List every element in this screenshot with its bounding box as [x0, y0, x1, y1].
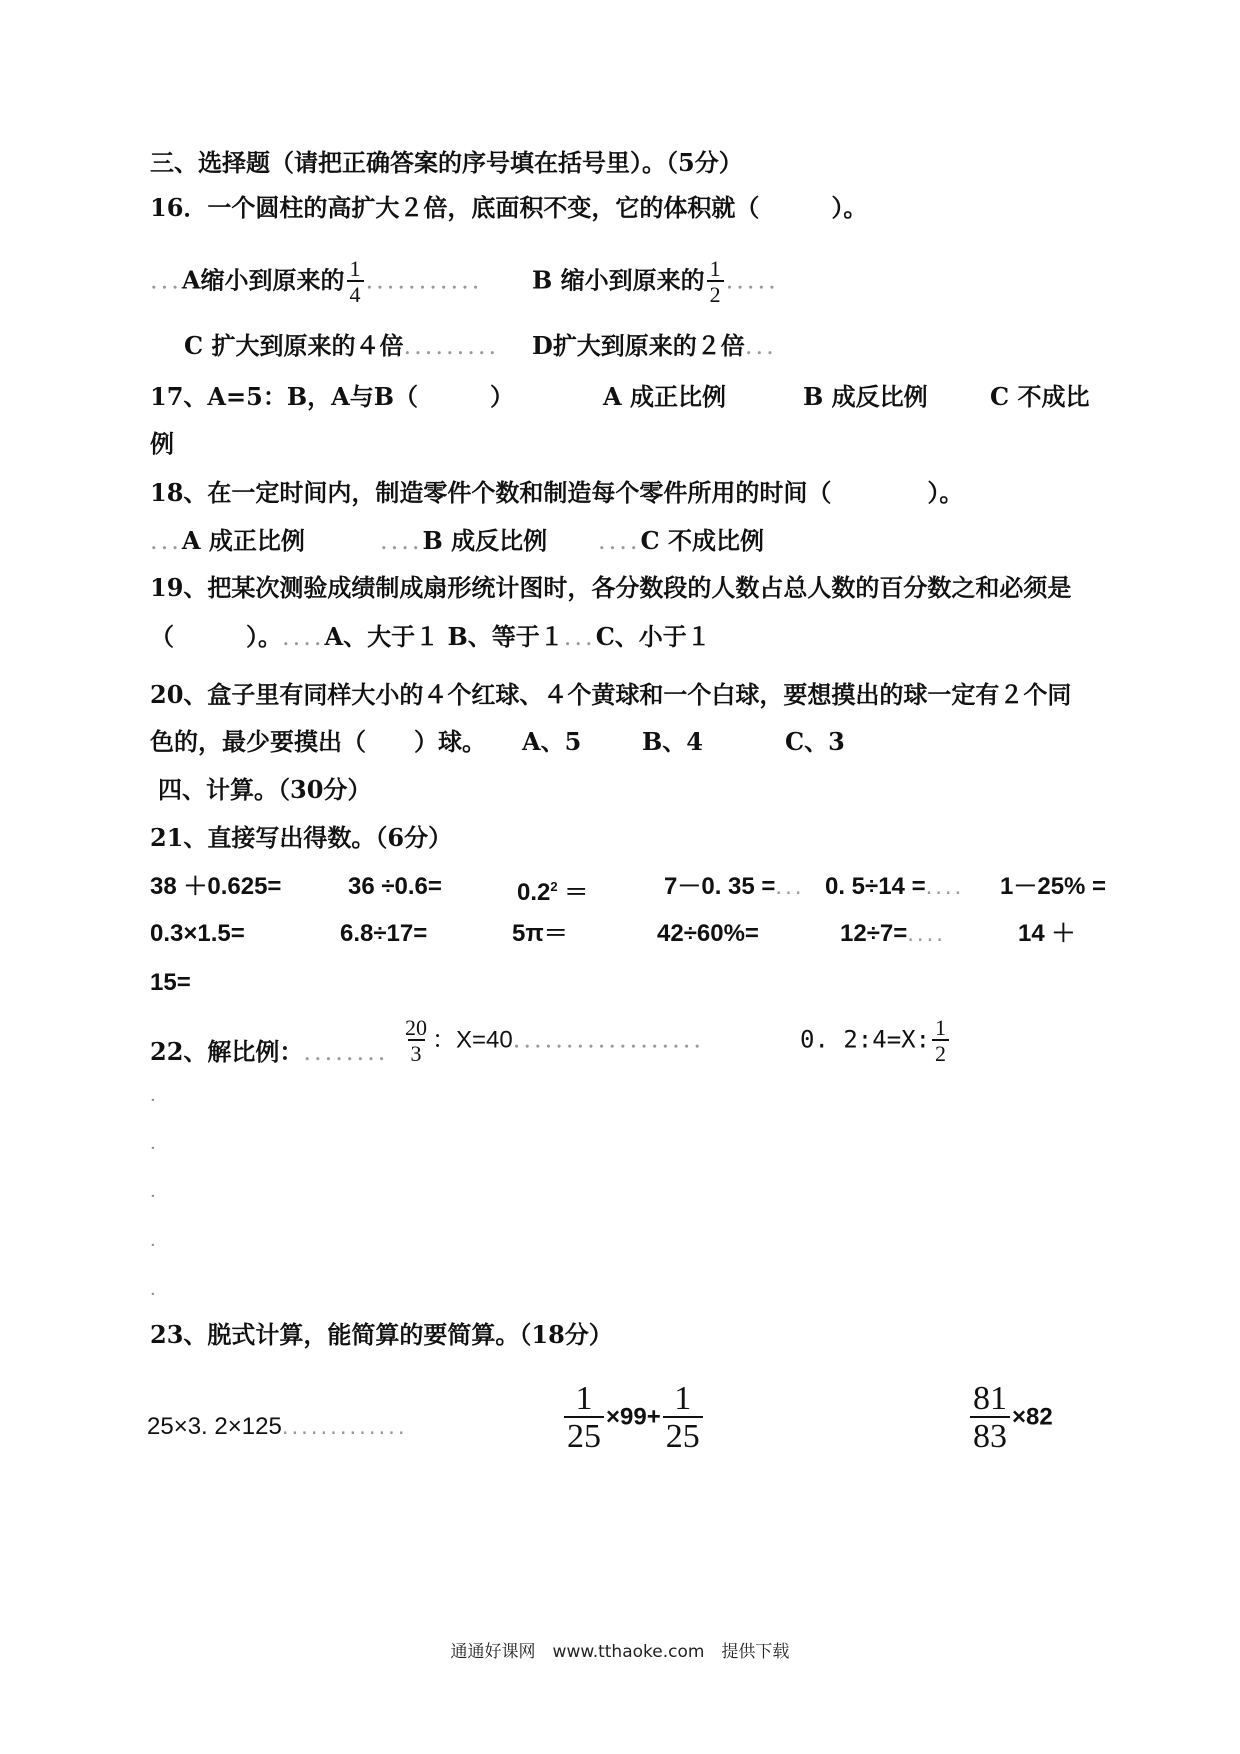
q23-expression-1: 25×3. 2×125.............	[147, 1413, 408, 1440]
q21-item-1: 38 ＋0.625=	[150, 873, 282, 900]
question-16-option-d: D扩大到原来的２倍...	[532, 331, 777, 360]
answer-space-mark: ·	[150, 1138, 156, 1159]
q21-item-12-wrap: 15=	[150, 969, 191, 996]
section-4-title: 四、计算。（30分）	[158, 775, 372, 804]
question-16-option-c: C 扩大到原来的４倍.........	[184, 331, 500, 360]
q23-expression-3: $\frac{81}{83}$ ×82	[968, 1382, 1053, 1454]
question-18-option-a: ...A 成正比例	[150, 526, 305, 555]
question-17-option-c: C 不成比	[990, 382, 1090, 411]
question-16-option-a: ...A缩小到原来的 $\frac{1}{4}$ ...........	[150, 256, 483, 307]
answer-space-mark: ·	[150, 1284, 156, 1305]
question-17-option-a: A 成正比例	[603, 382, 726, 411]
question-18-option-c: ....C 不成比例	[598, 526, 764, 555]
fraction-one-half-b: $\frac{1}{2}$	[932, 1017, 949, 1065]
question-16-stem: 16．一个圆柱的高扩大２倍，底面积不变，它的体积就（ ）。	[150, 193, 868, 222]
footer-source: 通通好课网 www.tthaoke.com 提供下载	[450, 1642, 790, 1662]
question-19-options: （ ）。....A、大于１ B、等于１...C、小于１	[150, 622, 711, 651]
question-17-wrap: 例	[150, 429, 174, 458]
question-18-stem: 18、在一定时间内，制造零件个数和制造每个零件所用的时间（ ）。	[150, 478, 964, 507]
q22-equation-2: 0. 2:4=X: $\frac{1}{2}$	[800, 1017, 951, 1065]
section-3-title: 三、选择题（请把正确答案的序号填在括号里）。（5分）	[150, 148, 743, 177]
fraction-twenty-thirds: $\frac{20}{3}$	[405, 1015, 427, 1066]
answer-space-mark: ·	[150, 1090, 156, 1111]
question-18-option-b: ....B 成反比例	[380, 526, 548, 555]
q21-item-7: 0.3×1.5=	[150, 920, 245, 947]
q22-equation-1: $\frac{20}{3}$ ：X=40..................	[400, 1017, 704, 1065]
question-20-option-b: B、4	[642, 727, 703, 756]
question-16-option-b: B 缩小到原来的 $\frac{1}{2}$ .....	[532, 256, 779, 307]
q21-item-8: 6.8÷17=	[340, 920, 428, 947]
q21-item-10: 42÷60%=	[657, 920, 759, 947]
fraction-one-half: $\frac{1}{2}$	[707, 258, 724, 306]
q21-item-11: 12÷7=....	[840, 920, 946, 947]
question-22-label: 22、解比例：........	[150, 1037, 389, 1066]
question-23-title: 23、脱式计算，能简算的要简算。（18分）	[150, 1320, 613, 1349]
question-20-option-c: C、3	[785, 727, 845, 756]
question-17-option-b: B 成反比例	[803, 382, 928, 411]
fraction-one-quarter: $\frac{1}{4}$	[347, 258, 364, 306]
question-21-title: 21、直接写出得数。（6分）	[150, 823, 453, 852]
question-20-line2: 色的，最少要摸出（ ）球。	[150, 727, 486, 756]
q21-item-6: 1－25% =	[1000, 873, 1107, 900]
q23-expression-2: $\frac{1}{25}$ ×99+ $\frac{1}{25}$	[562, 1382, 705, 1454]
q21-item-3: $0.2^2$ ＝	[517, 879, 589, 906]
q21-item-4: 7－0. 35 =...	[664, 873, 805, 900]
fraction-one-25-a: $\frac{1}{25}$	[564, 1382, 604, 1454]
fraction-81-83: $\frac{81}{83}$	[970, 1382, 1010, 1454]
q21-item-12: 14 ＋	[1018, 920, 1076, 947]
q21-item-5: 0. 5÷14 =....	[825, 873, 965, 900]
q21-item-2: 36 ÷0.6=	[348, 873, 442, 900]
answer-space-mark: ·	[150, 1235, 156, 1256]
q21-item-9: 5π＝	[512, 920, 568, 947]
question-20-option-a: A、5	[522, 727, 582, 756]
question-20-stem: 20、盒子里有同样大小的４个红球、４个黄球和一个白球，要想摸出的球一定有２个同	[150, 680, 1072, 709]
question-17-stem: 17、A=5：B，A与B（ ）	[150, 382, 515, 411]
fraction-one-25-b: $\frac{1}{25}$	[663, 1382, 703, 1454]
answer-space-mark: ·	[150, 1186, 156, 1207]
question-19-stem: 19、把某次测验成绩制成扇形统计图时，各分数段的人数占总人数的百分数之和必须是	[150, 573, 1072, 602]
